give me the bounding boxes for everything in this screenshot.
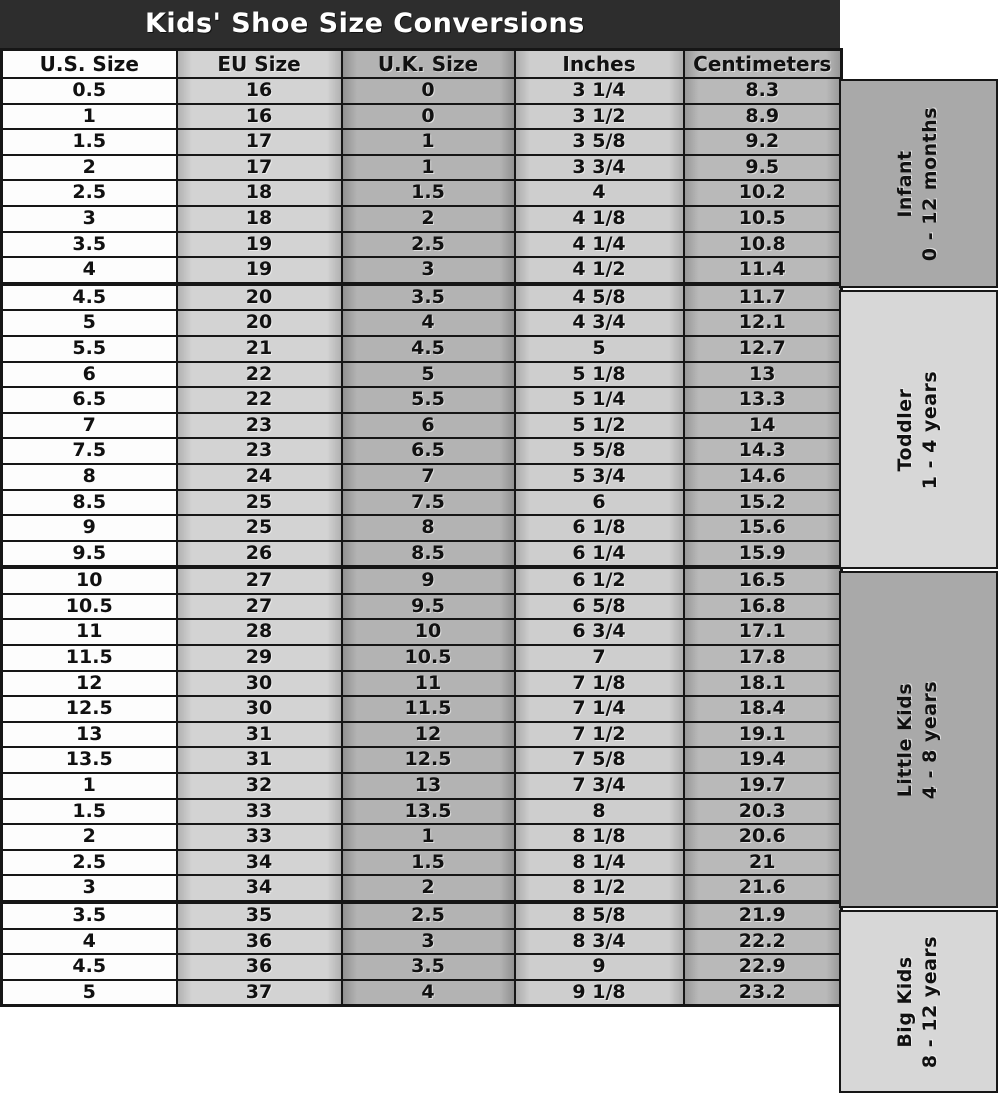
cell: 8.3 [684, 78, 842, 104]
table-row [2, 257, 842, 284]
cell: 2 [342, 875, 515, 902]
cell: 8 3/4 [515, 929, 684, 955]
cell: 3 1/2 [515, 104, 684, 130]
cell: 2 [342, 206, 515, 232]
cell: 6 5/8 [515, 594, 684, 620]
cell: 34 [177, 875, 342, 902]
cell: 3 3/4 [515, 155, 684, 181]
cell: 12.1 [684, 310, 842, 336]
table-row [2, 541, 842, 568]
age-group-label [893, 370, 943, 488]
cell: 3.5 [342, 284, 515, 311]
cell: 16 [177, 78, 342, 104]
cell: 14.3 [684, 438, 842, 464]
cell: 14.6 [684, 464, 842, 490]
cell: 4.5 [2, 284, 177, 311]
cell: 5 [2, 310, 177, 336]
cell: 7 3/4 [515, 773, 684, 799]
cell: 2.5 [2, 850, 177, 876]
cell: 6 1/8 [515, 515, 684, 541]
table-row [2, 594, 842, 620]
cell: 4 [2, 929, 177, 955]
cell: 5 3/4 [515, 464, 684, 490]
cell: 18 [177, 206, 342, 232]
cell: 10.5 [342, 645, 515, 671]
cell: 1 [342, 129, 515, 155]
table-row [2, 438, 842, 464]
cell: 4 5/8 [515, 284, 684, 311]
table-row [2, 155, 842, 181]
table-row [2, 875, 842, 902]
table-row [2, 980, 842, 1006]
cell: 23.2 [684, 980, 842, 1006]
table-row [2, 78, 842, 104]
cell: 18 [177, 180, 342, 206]
age-group-range: 4 - 8 years [919, 680, 942, 799]
cell: 25 [177, 515, 342, 541]
table-row [2, 929, 842, 955]
table-row [2, 104, 842, 130]
cell: 1 [2, 104, 177, 130]
cell: 22.9 [684, 954, 842, 980]
cell: 14 [684, 413, 842, 439]
cell: 22 [177, 387, 342, 413]
table-row [2, 954, 842, 980]
cell: 8.9 [684, 104, 842, 130]
cell: 13 [342, 773, 515, 799]
cell: 21.6 [684, 875, 842, 902]
cell: 27 [177, 567, 342, 594]
cell: 4 [515, 180, 684, 206]
cell: 19.4 [684, 747, 842, 773]
cell: 3.5 [2, 902, 177, 929]
cell: 2 [2, 155, 177, 181]
table-row [2, 336, 842, 362]
cell: 28 [177, 619, 342, 645]
cell: 13 [684, 362, 842, 388]
cell: 4 1/2 [515, 257, 684, 284]
cell: 5 1/4 [515, 387, 684, 413]
age-group-toddler [839, 290, 998, 569]
cell: 4 1/8 [515, 206, 684, 232]
cell: 6 [342, 413, 515, 439]
cell: 20 [177, 310, 342, 336]
cell: 30 [177, 671, 342, 697]
cell: 2 [2, 824, 177, 850]
cell: 4 [2, 257, 177, 284]
cell: 1 [2, 773, 177, 799]
cell: 4 1/4 [515, 232, 684, 258]
cell: 11 [2, 619, 177, 645]
cell: 31 [177, 747, 342, 773]
cell: 11.5 [2, 645, 177, 671]
cell: 11 [342, 671, 515, 697]
cell: 17.8 [684, 645, 842, 671]
cell: 2.5 [342, 902, 515, 929]
table-row [2, 129, 842, 155]
cell: 19.7 [684, 773, 842, 799]
table-row [2, 619, 842, 645]
cell: 22 [177, 362, 342, 388]
table-row [2, 362, 842, 388]
cell: 9.5 [2, 541, 177, 568]
cell: 7 [2, 413, 177, 439]
table-row [2, 696, 842, 722]
cell: 24 [177, 464, 342, 490]
cell: 23 [177, 413, 342, 439]
column-header: Centimeters [684, 50, 842, 79]
cell: 6.5 [342, 438, 515, 464]
cell: 17 [177, 155, 342, 181]
cell: 1.5 [2, 799, 177, 825]
cell: 7 [515, 645, 684, 671]
cell: 17.1 [684, 619, 842, 645]
cell: 8.5 [2, 490, 177, 516]
table-row [2, 310, 842, 336]
cell: 20.6 [684, 824, 842, 850]
cell: 6 1/2 [515, 567, 684, 594]
cell: 9 [515, 954, 684, 980]
cell: 2.5 [2, 180, 177, 206]
age-group-range: 1 - 4 years [919, 370, 942, 489]
table-row [2, 232, 842, 258]
cell: 9.2 [684, 129, 842, 155]
cell: 10 [342, 619, 515, 645]
cell: 13.3 [684, 387, 842, 413]
cell: 7 1/8 [515, 671, 684, 697]
title-bar [0, 0, 840, 48]
cell: 3 [342, 929, 515, 955]
cell: 8.5 [342, 541, 515, 568]
age-group-label [894, 106, 944, 260]
cell: 32 [177, 773, 342, 799]
cell: 12.5 [2, 696, 177, 722]
age-group-name: Toddler [894, 388, 917, 471]
age-group-label [893, 935, 943, 1067]
table-row [2, 773, 842, 799]
page-title: Kids' Shoe Size Conversions [145, 8, 585, 39]
cell: 5 5/8 [515, 438, 684, 464]
cell: 34 [177, 850, 342, 876]
cell: 13 [2, 722, 177, 748]
cell: 19 [177, 232, 342, 258]
cell: 21.9 [684, 902, 842, 929]
cell: 19.1 [684, 722, 842, 748]
cell: 2.5 [342, 232, 515, 258]
cell: 3.5 [2, 232, 177, 258]
cell: 7.5 [342, 490, 515, 516]
cell: 5 1/8 [515, 362, 684, 388]
cell: 6 [2, 362, 177, 388]
cell: 3 [2, 206, 177, 232]
cell: 21 [177, 336, 342, 362]
cell: 11.5 [342, 696, 515, 722]
cell: 6.5 [2, 387, 177, 413]
cell: 1.5 [2, 129, 177, 155]
table-row [2, 284, 842, 311]
table-row [2, 490, 842, 516]
table-row [2, 515, 842, 541]
table-row [2, 645, 842, 671]
cell: 12 [342, 722, 515, 748]
cell: 33 [177, 799, 342, 825]
cell: 31 [177, 722, 342, 748]
table-row [2, 824, 842, 850]
cell: 8 1/4 [515, 850, 684, 876]
cell: 5.5 [2, 336, 177, 362]
cell: 16 [177, 104, 342, 130]
cell: 0 [342, 104, 515, 130]
cell: 30 [177, 696, 342, 722]
cell: 18.4 [684, 696, 842, 722]
column-header: EU Size [177, 50, 342, 79]
cell: 1 [342, 155, 515, 181]
cell: 7 1/2 [515, 722, 684, 748]
cell: 1.5 [342, 850, 515, 876]
cell: 9 [342, 567, 515, 594]
cell: 6 3/4 [515, 619, 684, 645]
cell: 20.3 [684, 799, 842, 825]
cell: 5 [515, 336, 684, 362]
cell: 37 [177, 980, 342, 1006]
cell: 9 [2, 515, 177, 541]
age-group-name: Infant [894, 149, 917, 218]
age-group-big-kids [839, 910, 998, 1093]
cell: 3 [342, 257, 515, 284]
age-group-range: 0 - 12 months [919, 106, 942, 261]
cell: 18.1 [684, 671, 842, 697]
table-row [2, 464, 842, 490]
table-row [2, 413, 842, 439]
cell: 3 1/4 [515, 78, 684, 104]
conversion-table [0, 48, 843, 1007]
cell: 8 [2, 464, 177, 490]
cell: 12 [2, 671, 177, 697]
cell: 0 [342, 78, 515, 104]
cell: 23 [177, 438, 342, 464]
cell: 29 [177, 645, 342, 671]
cell: 4.5 [342, 336, 515, 362]
cell: 8 [515, 799, 684, 825]
cell: 1 [342, 824, 515, 850]
cell: 4 [342, 310, 515, 336]
cell: 10.5 [2, 594, 177, 620]
table-row [2, 722, 842, 748]
cell: 33 [177, 824, 342, 850]
age-group-name: Big Kids [894, 955, 917, 1048]
cell: 5 [2, 980, 177, 1006]
cell: 9 1/8 [515, 980, 684, 1006]
cell: 10.2 [684, 180, 842, 206]
cell: 5.5 [342, 387, 515, 413]
cell: 7 [342, 464, 515, 490]
age-group-little-kids [839, 571, 998, 908]
table-row [2, 206, 842, 232]
cell: 7 5/8 [515, 747, 684, 773]
cell: 11.4 [684, 257, 842, 284]
cell: 3 5/8 [515, 129, 684, 155]
cell: 16.8 [684, 594, 842, 620]
age-group-infant [839, 79, 998, 288]
age-group-range: 8 - 12 years [919, 935, 942, 1068]
cell: 13.5 [342, 799, 515, 825]
table-row [2, 902, 842, 929]
header-row [2, 50, 842, 79]
table-header [2, 50, 842, 79]
cell: 36 [177, 954, 342, 980]
cell: 8 [342, 515, 515, 541]
cell: 0.5 [2, 78, 177, 104]
cell: 25 [177, 490, 342, 516]
cell: 9.5 [684, 155, 842, 181]
column-header: U.S. Size [2, 50, 177, 79]
cell: 12.7 [684, 336, 842, 362]
cell: 6 1/4 [515, 541, 684, 568]
cell: 22.2 [684, 929, 842, 955]
cell: 8 1/8 [515, 824, 684, 850]
cell: 27 [177, 594, 342, 620]
cell: 26 [177, 541, 342, 568]
cell: 17 [177, 129, 342, 155]
age-group-name: Little Kids [894, 682, 917, 797]
cell: 8 5/8 [515, 902, 684, 929]
cell: 10 [2, 567, 177, 594]
cell: 35 [177, 902, 342, 929]
cell: 4 3/4 [515, 310, 684, 336]
cell: 21 [684, 850, 842, 876]
cell: 20 [177, 284, 342, 311]
cell: 4.5 [2, 954, 177, 980]
table-row [2, 747, 842, 773]
cell: 10.8 [684, 232, 842, 258]
table-row [2, 850, 842, 876]
cell: 15.6 [684, 515, 842, 541]
cell: 11.7 [684, 284, 842, 311]
cell: 1.5 [342, 180, 515, 206]
cell: 10.5 [684, 206, 842, 232]
cell: 16.5 [684, 567, 842, 594]
cell: 3 [2, 875, 177, 902]
cell: 15.2 [684, 490, 842, 516]
cell: 5 1/2 [515, 413, 684, 439]
table-body [2, 78, 842, 1006]
table-row [2, 387, 842, 413]
cell: 13.5 [2, 747, 177, 773]
cell: 3.5 [342, 954, 515, 980]
cell: 19 [177, 257, 342, 284]
cell: 12.5 [342, 747, 515, 773]
table-row [2, 180, 842, 206]
cell: 4 [342, 980, 515, 1006]
table-row [2, 567, 842, 594]
cell: 7.5 [2, 438, 177, 464]
table-row [2, 671, 842, 697]
cell: 8 1/2 [515, 875, 684, 902]
column-header: U.K. Size [342, 50, 515, 79]
cell: 7 1/4 [515, 696, 684, 722]
cell: 36 [177, 929, 342, 955]
cell: 9.5 [342, 594, 515, 620]
table-row [2, 799, 842, 825]
cell: 6 [515, 490, 684, 516]
column-header: Inches [515, 50, 684, 79]
age-group-label [893, 680, 943, 798]
cell: 15.9 [684, 541, 842, 568]
cell: 5 [342, 362, 515, 388]
